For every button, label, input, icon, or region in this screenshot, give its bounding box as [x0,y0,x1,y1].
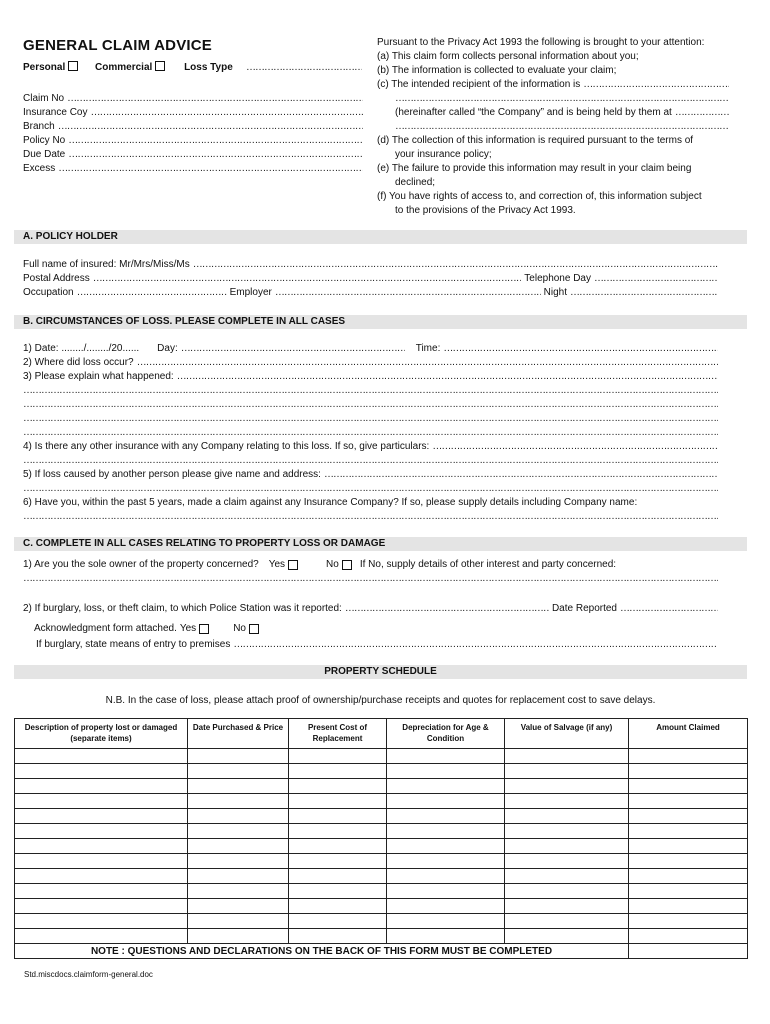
table-cell[interactable] [505,884,629,899]
col-depreciation: Depreciation for Age & Condition [387,719,505,749]
branch-field[interactable] [58,120,363,134]
postal-address-field[interactable] [93,272,522,286]
table-cell[interactable] [629,899,748,914]
table-cell[interactable] [505,854,629,869]
table-cell[interactable] [188,839,289,854]
table-cell[interactable] [289,914,387,929]
privacy-b: (b) The information is collected to evaluate your claim; [377,65,617,76]
privacy-f2: to the provisions of the Privacy Act 1993. [395,205,576,216]
table-cell[interactable] [15,809,188,824]
table-cell[interactable] [15,914,188,929]
table-cell[interactable] [629,824,748,839]
other-person-field[interactable] [324,468,718,482]
table-cell[interactable] [387,839,505,854]
table-cell[interactable] [505,794,629,809]
table-cell[interactable] [629,809,748,824]
loss-day-field[interactable] [181,342,405,356]
due-date-field[interactable] [68,148,363,162]
privacy-c2: (hereinafter called “the Company” and is being held by them at [395,107,672,118]
claim-details [23,92,363,176]
branch-label: Branch [23,121,55,132]
table-cell[interactable] [289,824,387,839]
table-cell[interactable] [629,869,748,884]
table-cell[interactable] [505,914,629,929]
commercial-label: Commercial [95,62,153,73]
col-date-purchased: Date Purchased & Price [188,719,289,749]
commercial-checkbox[interactable] [155,61,165,71]
held-at-field[interactable] [675,106,729,120]
privacy-notice [377,36,729,218]
table-cell[interactable] [15,839,188,854]
what-happened-line-4[interactable] [23,426,718,440]
table-cell[interactable] [15,794,188,809]
table-cell[interactable] [15,749,188,764]
other-person-label: 5) If loss caused by another person please give name and address: [23,469,321,480]
loss-day-label: Day: [157,343,178,354]
loss-time-label: Time: [415,343,441,354]
sole-owner-no-label: No [326,559,339,570]
entry-means-field[interactable] [233,638,718,652]
date-reported-label: Date Reported [551,603,617,614]
occupation-field[interactable] [77,286,227,300]
property-loss-fields [23,558,718,586]
table-cell[interactable] [505,749,629,764]
table-cell[interactable] [387,764,505,779]
table-cell[interactable] [387,899,505,914]
privacy-a: (a) This claim form collects personal information about you; [377,51,639,62]
schedule-title: PROPERTY SCHEDULE [324,666,437,677]
table-note: NOTE : QUESTIONS AND DECLARATIONS ON THE BACK OF THIS FORM MUST BE COMPLETED [15,944,629,959]
form-title: GENERAL CLAIM ADVICE [23,37,213,54]
privacy-e1: (e) The failure to provide this information may result in your claim being [377,163,692,174]
col-description: Description of property lost or damaged (separate items) [15,719,188,749]
table-cell[interactable] [188,779,289,794]
ack-no-label: No [233,623,246,634]
table-cell[interactable] [289,899,387,914]
table-cell[interactable] [188,884,289,899]
table-cell[interactable] [15,884,188,899]
recipient-field[interactable] [583,78,729,92]
what-happened-line-3[interactable] [23,412,718,426]
table-row [15,914,748,929]
table-cell[interactable] [387,809,505,824]
col-replacement-cost: Present Cost of Replacement [289,719,387,749]
section-c-heading [14,537,747,551]
held-at-field-2[interactable] [395,120,729,134]
entry-row [36,638,718,652]
loss-type-field[interactable] [246,61,362,75]
section-a-heading [14,230,747,244]
ack-yes-checkbox[interactable] [199,624,209,634]
table-cell[interactable] [289,929,387,944]
privacy-c: (c) The intended recipient of the information is [377,79,581,90]
table-cell[interactable] [289,779,387,794]
excess-field[interactable] [58,162,363,176]
table-cell[interactable] [188,854,289,869]
table-cell[interactable] [505,839,629,854]
occupation-label: Occupation [23,287,74,298]
loss-type-label: Loss Type [184,62,233,73]
table-cell[interactable] [289,809,387,824]
table-cell[interactable] [629,914,748,929]
section-b-title: B. CIRCUMSTANCES OF LOSS. PLEASE COMPLETE IN ALL CASES [23,316,346,327]
table-row [15,779,748,794]
table-cell[interactable] [289,884,387,899]
section-a-title: A. POLICY HOLDER [23,231,118,242]
excess-label: Excess [23,163,56,174]
table-header-row [15,719,748,749]
table-note-row [15,944,748,959]
table-cell[interactable] [387,749,505,764]
table-cell[interactable] [629,854,748,869]
table-cell[interactable] [188,764,289,779]
other-insurance-field[interactable] [432,440,718,454]
claim-no-label: Claim No [23,93,65,104]
table-cell[interactable] [289,794,387,809]
table-cell[interactable] [188,809,289,824]
recipient-field-2[interactable] [395,92,729,106]
policy-no-field[interactable] [68,134,363,148]
what-happened-label: 3) Please explain what happened: [23,371,174,382]
sole-owner-yes-label: Yes [268,559,286,570]
full-name-field[interactable] [193,258,718,272]
table-cell[interactable] [188,794,289,809]
table-cell[interactable] [289,764,387,779]
sole-owner-label: 1) Are you the sole owner of the property concerned? [23,559,259,570]
police-station-field[interactable] [345,602,549,616]
ack-yes-label: Yes [179,623,197,634]
table-cell[interactable] [289,854,387,869]
entry-means-label: If burglary, state means of entry to premises [36,639,231,650]
table-row [15,899,748,914]
table-cell[interactable] [15,824,188,839]
schedule-heading [14,665,747,679]
table-cell[interactable] [289,839,387,854]
table-row [15,929,748,944]
other-interest-label: If No, supply details of other interest and party concerned: [359,559,617,570]
full-name-label: Full name of insured: Mr/Mrs/Miss/Ms [23,259,190,270]
date-reported-field[interactable] [620,602,718,616]
police-station-label: 2) If burglary, loss, or theft claim, to which Police Station was it reported: [23,603,342,614]
personal-checkbox[interactable] [68,61,78,71]
circumstances-fields [23,342,718,524]
table-cell[interactable] [629,779,748,794]
claim-no-field[interactable] [67,92,363,106]
employer-label: Employer [229,287,272,298]
table-row [15,794,748,809]
table-cell[interactable] [188,914,289,929]
postal-address-label: Postal Address [23,273,90,284]
privacy-intro: Pursuant to the Privacy Act 1993 the following is brought to your attention: [377,37,705,48]
table-cell[interactable] [629,794,748,809]
table-cell[interactable] [15,854,188,869]
table-cell[interactable] [188,899,289,914]
other-interest-field[interactable] [23,572,718,586]
table-cell[interactable] [15,899,188,914]
table-cell[interactable] [505,809,629,824]
table-cell[interactable] [629,884,748,899]
schedule-nb: N.B. In the case of loss, please attach proof of ownership/purchase receipts and quotes for replacement cost to save delays. [105,695,656,706]
property-schedule-table [14,718,748,959]
table-row [15,824,748,839]
where-loss-field[interactable] [137,356,718,370]
privacy-e2: declined; [395,177,436,188]
night-label: Night [543,287,567,298]
table-cell[interactable] [629,929,748,944]
table-row [15,854,748,869]
past-claims-label: 6) Have you, within the past 5 years, made a claim against any Insurance Company? If so, please supply details including Company name: [23,497,638,508]
table-row [15,839,748,854]
table-row [15,884,748,899]
table-cell[interactable] [387,884,505,899]
table-cell[interactable] [188,869,289,884]
table-cell[interactable] [15,779,188,794]
table-cell[interactable] [387,854,505,869]
where-loss-label: 2) Where did loss occur? [23,357,134,368]
section-b-heading [14,315,747,329]
table-cell[interactable] [629,749,748,764]
acknowledgment-label: Acknowledgment form attached. [34,623,177,634]
sole-owner-no-checkbox[interactable] [342,560,352,570]
table-cell[interactable] [188,929,289,944]
table-cell[interactable] [629,764,748,779]
insurance-coy-label: Insurance Coy [23,107,88,118]
what-happened-line-1[interactable] [23,384,718,398]
acknowledgment-row [34,622,259,636]
table-row [15,749,748,764]
table-row [15,869,748,884]
other-insurance-line-2[interactable] [23,454,718,468]
table-cell[interactable] [387,794,505,809]
table-cell[interactable] [15,929,188,944]
table-cell[interactable] [289,869,387,884]
table-cell[interactable] [387,869,505,884]
past-claims-field[interactable] [23,510,718,524]
table-cell[interactable] [505,764,629,779]
table-cell[interactable] [387,914,505,929]
table-cell[interactable] [505,929,629,944]
table-cell[interactable] [387,779,505,794]
telephone-day-label: Telephone Day [524,273,591,284]
section-c-title: C. COMPLETE IN ALL CASES RELATING TO PROPERTY LOSS OR DAMAGE [23,538,386,549]
ack-no-checkbox[interactable] [249,624,259,634]
insurance-coy-field[interactable] [90,106,363,120]
privacy-d1: (d) The collection of this information is required pursuant to the terms of [377,135,694,146]
other-insurance-label: 4) Is there any other insurance with any Company relating to this loss. If so, give particulars: [23,441,430,452]
table-note-blank [629,944,748,959]
table-cell[interactable] [15,764,188,779]
table-cell[interactable] [505,824,629,839]
table-row [15,809,748,824]
employer-field[interactable] [275,286,541,300]
policy-holder-fields [23,258,718,300]
due-date-label: Due Date [23,149,66,160]
document-reference: Std.miscdocs.claimform-general.doc [24,970,153,979]
what-happened-line-2[interactable] [23,398,718,412]
telephone-day-field[interactable] [594,272,718,286]
table-row [15,764,748,779]
col-salvage: Value of Salvage (if any) [505,719,629,749]
loss-date-label: 1) Date: ......../......../20...... [23,343,140,354]
table-cell[interactable] [505,899,629,914]
table-cell[interactable] [505,869,629,884]
what-happened-field[interactable] [177,370,718,384]
claim-type-row [23,61,233,75]
other-person-line-2[interactable] [23,482,718,496]
privacy-d2: your insurance policy; [395,149,492,160]
table-cell[interactable] [188,749,289,764]
sole-owner-yes-checkbox[interactable] [288,560,298,570]
table-cell[interactable] [387,824,505,839]
table-cell[interactable] [387,929,505,944]
table-cell[interactable] [629,839,748,854]
policy-no-label: Policy No [23,135,66,146]
police-station-row [23,602,718,616]
night-field[interactable] [570,286,718,300]
table-cell[interactable] [289,749,387,764]
table-cell[interactable] [188,824,289,839]
personal-label: Personal [23,62,66,73]
col-amount-claimed: Amount Claimed [629,719,748,749]
table-cell[interactable] [505,779,629,794]
loss-time-field[interactable] [443,342,718,356]
table-cell[interactable] [15,869,188,884]
privacy-f1: (f) You have rights of access to, and correction of, this information subject [377,191,702,202]
